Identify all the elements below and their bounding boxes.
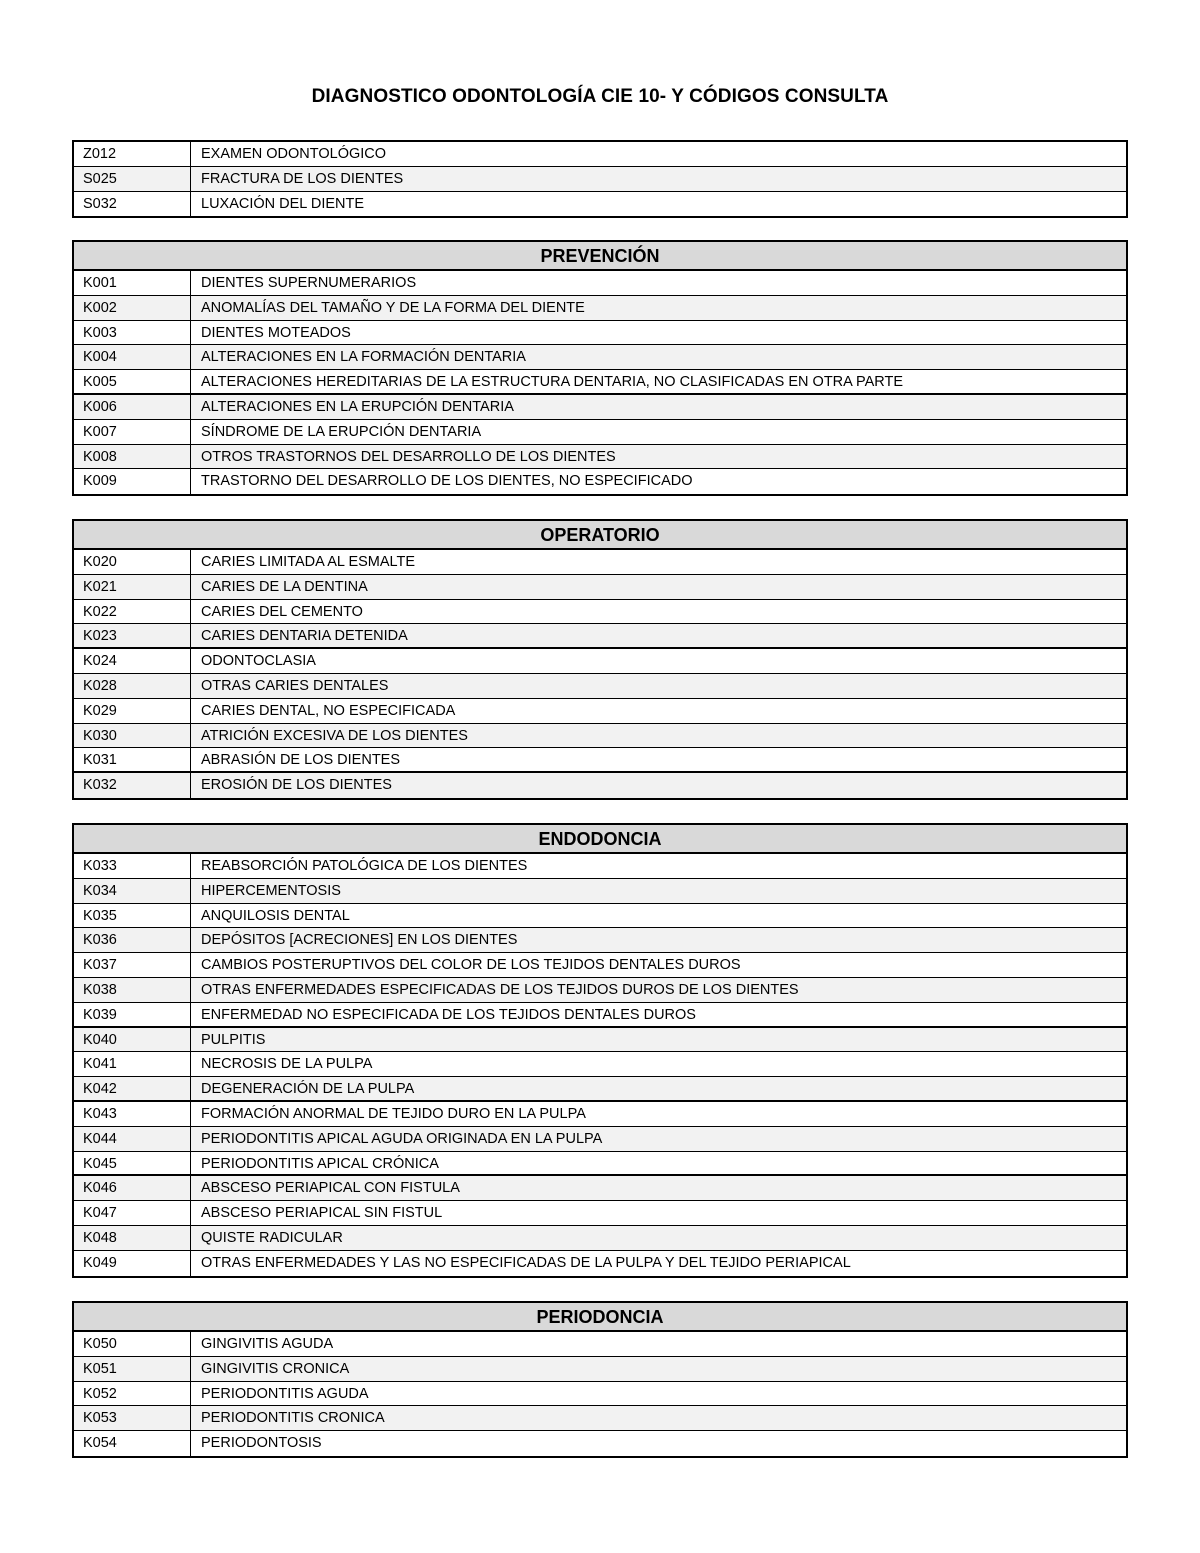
row-code: K048 [74, 1226, 191, 1250]
table-row [74, 575, 1126, 600]
table-row [74, 1028, 1126, 1053]
periodoncia-table [72, 1301, 1128, 1458]
row-description: DEPÓSITOS [ACRECIONES] EN LOS DIENTES [201, 932, 518, 949]
row-code: K028 [74, 674, 191, 698]
table-row [74, 1003, 1126, 1028]
row-code: K044 [74, 1127, 191, 1151]
row-code: K037 [74, 953, 191, 977]
row-code: K040 [74, 1028, 191, 1052]
table-row [74, 1251, 1126, 1276]
table-row [74, 699, 1126, 724]
table-row [74, 1052, 1126, 1077]
row-code: K034 [74, 879, 191, 903]
table-row [74, 420, 1126, 445]
table-row [74, 296, 1126, 321]
row-code: K038 [74, 978, 191, 1002]
table-row [74, 674, 1126, 699]
table-row [74, 928, 1126, 953]
row-code: K002 [74, 296, 191, 320]
row-description: PERIODONTOSIS [201, 1435, 322, 1452]
table-row [74, 879, 1126, 904]
table-row [74, 649, 1126, 674]
row-description: DEGENERACIÓN DE LA PULPA [201, 1081, 415, 1098]
row-code: K005 [74, 370, 191, 393]
row-code: K020 [74, 550, 191, 574]
row-description: CARIES DENTAL, NO ESPECIFICADA [201, 702, 456, 719]
row-code: K047 [74, 1201, 191, 1225]
row-code: K043 [74, 1102, 191, 1126]
row-description: TRASTORNO DEL DESARROLLO DE LOS DIENTES, NO ESPECIFICADO [201, 473, 693, 490]
row-description: LUXACIÓN DEL DIENTE [201, 195, 365, 212]
table-row [74, 600, 1126, 625]
row-description: PERIODONTITIS APICAL AGUDA ORIGINADA EN LA PULPA [201, 1130, 603, 1147]
table-row [74, 469, 1126, 494]
row-code: K031 [74, 748, 191, 771]
row-code: K003 [74, 321, 191, 345]
row-description: OTROS TRASTORNOS DEL DESARROLLO DE LOS DIENTES [201, 448, 616, 465]
table-row [74, 271, 1126, 296]
table-row [74, 395, 1126, 420]
row-code: K053 [74, 1406, 191, 1430]
table-row [74, 370, 1126, 395]
row-description: ENFERMEDAD NO ESPECIFICADA DE LOS TEJIDOS DENTALES DUROS [201, 1006, 696, 1023]
section-header: ENDODONCIA [74, 825, 1126, 854]
row-code: K046 [74, 1176, 191, 1200]
table-row [74, 445, 1126, 470]
table-row [74, 192, 1126, 217]
row-code: K021 [74, 575, 191, 599]
row-description: HIPERCEMENTOSIS [201, 882, 341, 899]
row-description: ABSCESO PERIAPICAL CON FISTULA [201, 1180, 460, 1197]
row-code: K032 [74, 773, 191, 798]
table-row [74, 1152, 1126, 1177]
row-description: QUISTE RADICULAR [201, 1229, 343, 1246]
table-row [74, 1176, 1126, 1201]
row-description: OTRAS ENFERMEDADES Y LAS NO ESPECIFICADAS DE LA PULPA Y DEL TEJIDO PERIAPICAL [201, 1254, 851, 1271]
table-row [74, 624, 1126, 649]
row-description: OTRAS CARIES DENTALES [201, 677, 389, 694]
row-description: CARIES DEL CEMENTO [201, 603, 363, 620]
row-description: EXAMEN ODONTOLÓGICO [201, 146, 387, 162]
row-code: K004 [74, 345, 191, 369]
table-row [74, 1077, 1126, 1102]
row-code: K023 [74, 624, 191, 647]
row-description: CAMBIOS POSTERUPTIVOS DEL COLOR DE LOS TEJIDOS DENTALES DUROS [201, 957, 741, 974]
table-row [74, 773, 1126, 798]
row-code: K009 [74, 469, 191, 494]
row-code: S032 [74, 192, 191, 217]
page-title: DIAGNOSTICO ODONTOLOGÍA CIE 10- Y CÓDIGOS CONSULTA [311, 86, 889, 107]
row-description: SÍNDROME DE LA ERUPCIÓN DENTARIA [201, 423, 482, 440]
row-code: K052 [74, 1382, 191, 1406]
row-description: ALTERACIONES EN LA ERUPCIÓN DENTARIA [201, 398, 514, 415]
row-code: K030 [74, 724, 191, 748]
row-description: CARIES LIMITADA AL ESMALTE [201, 554, 416, 570]
row-code: K007 [74, 420, 191, 444]
table-row [74, 321, 1126, 346]
table-row [74, 1332, 1126, 1357]
table-row [74, 904, 1126, 929]
row-description: FORMACIÓN ANORMAL DE TEJIDO DURO EN LA PULPA [201, 1105, 586, 1122]
table-row [74, 978, 1126, 1003]
table-row [74, 1357, 1126, 1382]
row-description: ATRICIÓN EXCESIVA DE LOS DIENTES [201, 727, 468, 744]
row-description: FRACTURA DE LOS DIENTES [201, 170, 404, 187]
row-description: ABRASIÓN DE LOS DIENTES [201, 752, 401, 769]
table-row [74, 550, 1126, 575]
section-header: PERIODONCIA [74, 1303, 1126, 1332]
row-code: K049 [74, 1251, 191, 1276]
row-code: K036 [74, 928, 191, 952]
table-row [74, 1406, 1126, 1431]
table-row [74, 854, 1126, 879]
row-code: K008 [74, 445, 191, 469]
table-row [74, 167, 1126, 192]
row-code: K041 [74, 1052, 191, 1076]
row-code: K054 [74, 1431, 191, 1456]
table-row [74, 1102, 1126, 1127]
table-row [74, 142, 1126, 167]
row-code: K029 [74, 699, 191, 723]
row-code: K050 [74, 1332, 191, 1356]
row-description: ANQUILOSIS DENTAL [201, 907, 350, 924]
table-row [74, 1382, 1126, 1407]
row-description: ALTERACIONES EN LA FORMACIÓN DENTARIA [201, 349, 526, 366]
row-description: EROSIÓN DE LOS DIENTES [201, 777, 392, 794]
table-row [74, 1226, 1126, 1251]
row-code: K045 [74, 1152, 191, 1175]
row-description: GINGIVITIS AGUDA [201, 1336, 334, 1352]
row-code: Z012 [74, 142, 191, 166]
row-code: K035 [74, 904, 191, 928]
row-description: ABSCESO PERIAPICAL SIN FISTUL [201, 1205, 443, 1222]
row-description: ANOMALÍAS DEL TAMAÑO Y DE LA FORMA DEL DIENTE [201, 299, 585, 316]
row-code: K042 [74, 1077, 191, 1100]
endodoncia-table [72, 823, 1128, 1278]
row-description: CARIES DE LA DENTINA [201, 578, 368, 595]
row-description: PULPITIS [201, 1031, 266, 1048]
section-header: OPERATORIO [74, 521, 1126, 550]
row-description: PERIODONTITIS APICAL CRÓNICA [201, 1155, 439, 1172]
row-code: K024 [74, 649, 191, 673]
row-code: K051 [74, 1357, 191, 1381]
table-row [74, 1127, 1126, 1152]
row-description: REABSORCIÓN PATOLÓGICA DE LOS DIENTES [201, 858, 528, 874]
table-row [74, 345, 1126, 370]
row-code: K022 [74, 600, 191, 624]
operatorio-table [72, 519, 1128, 800]
row-description: OTRAS ENFERMEDADES ESPECIFICADAS DE LOS TEJIDOS DUROS DE LOS DIENTES [201, 981, 799, 998]
row-description: ODONTOCLASIA [201, 653, 316, 670]
section-header: PREVENCIÓN [74, 242, 1126, 271]
row-code: K039 [74, 1003, 191, 1026]
row-code: K001 [74, 271, 191, 295]
row-code: K006 [74, 395, 191, 419]
row-description: DIENTES SUPERNUMERARIOS [201, 275, 417, 291]
row-description: PERIODONTITIS AGUDA [201, 1385, 369, 1402]
row-code: S025 [74, 167, 191, 191]
table-row [74, 1201, 1126, 1226]
row-description: DIENTES MOTEADOS [201, 324, 351, 341]
row-description: CARIES DENTARIA DETENIDA [201, 628, 408, 645]
table-row [74, 953, 1126, 978]
table-row [74, 1431, 1126, 1456]
table-row [74, 724, 1126, 749]
row-code: K033 [74, 854, 191, 878]
row-description: ALTERACIONES HEREDITARIAS DE LA ESTRUCTURA DENTARIA, NO CLASIFICADAS EN OTRA PARTE [201, 374, 904, 391]
prevencion-table [72, 240, 1128, 496]
row-description: GINGIVITIS CRONICA [201, 1360, 350, 1377]
row-description: PERIODONTITIS CRONICA [201, 1410, 385, 1427]
consulta-table [72, 140, 1128, 218]
row-description: NECROSIS DE LA PULPA [201, 1056, 373, 1073]
table-row [74, 748, 1126, 773]
